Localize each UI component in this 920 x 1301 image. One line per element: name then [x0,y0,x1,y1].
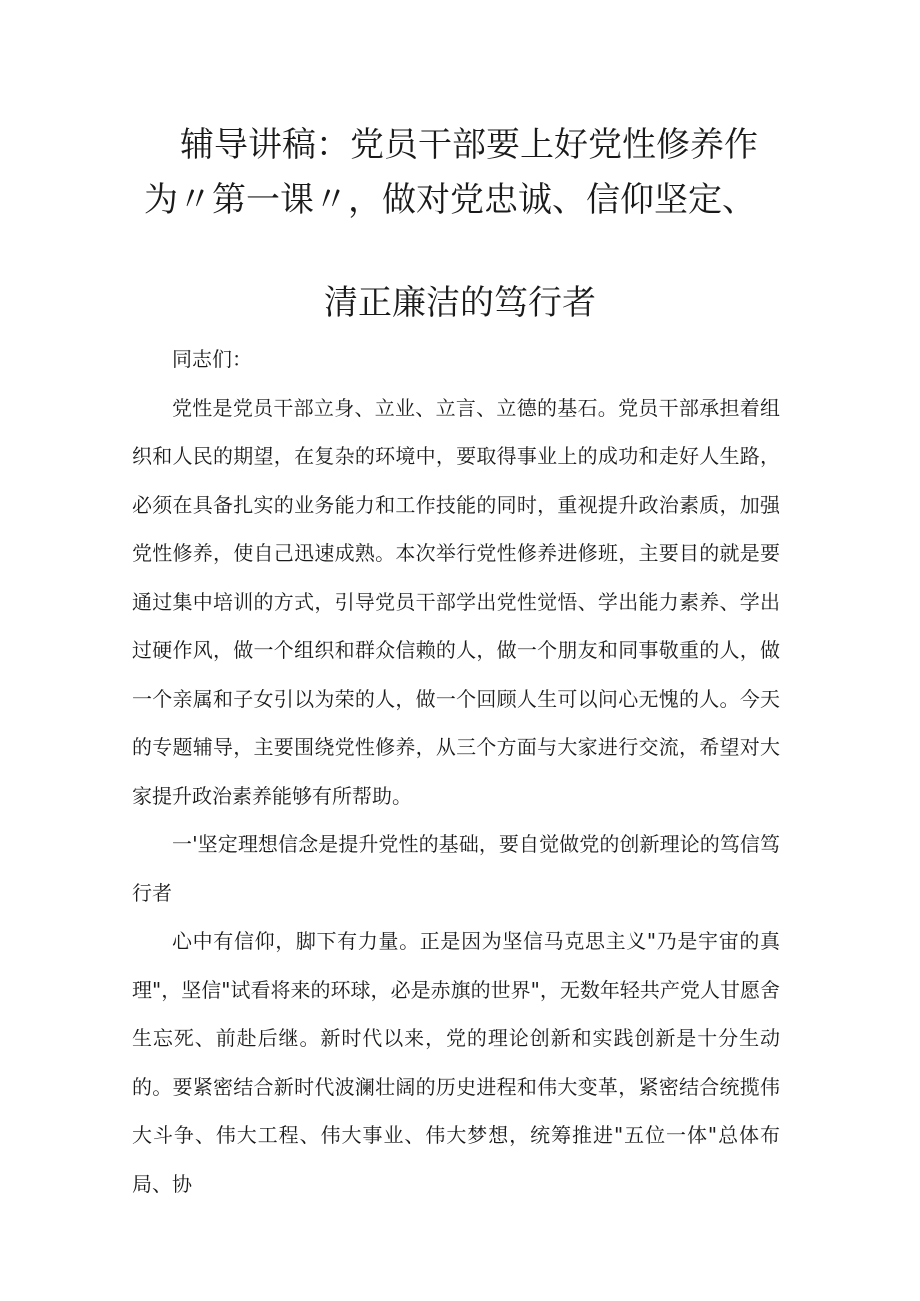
salutation: 同志们： [172,347,252,371]
document-title [132,118,788,331]
document-body [132,335,780,1208]
title-line-1: 辅导讲稿：党员干部要上好党性修养作 [180,125,758,165]
title-line-2: 为〃第一课〃，做对党忠诚、信仰坚定、 [144,180,756,220]
section-heading-1: 一'坚定理想信念是提升党性的基础，要自觉做党的创新理论的笃信笃行者 [132,832,780,905]
paragraph-section-1: 心中有信仰，脚下有力量。正是因为坚信马克思主义"乃是宇宙的真理"，坚信"试看将来的环球，必是赤旗的世界"，无数年轻共产党人甘愿舍生忘死、前赴后继。新时代以来，党的理论创新和实践创新是十分生动的。要紧密结合新时代波澜壮阔的历史进程和伟大变革，紧密结合统揽伟大斗争、伟大工程、伟大事业、伟大梦想，统筹推进"五位一体"总体布局、协 [132,929,780,1196]
title-line-3: 清正廉洁的笃行者 [324,283,596,323]
paragraph-intro: 党性是党员干部立身、立业、立言、立德的基石。党员干部承担着组织和人民的期望，在复杂的环境中，要取得事业上的成功和走好人生路，必须在具备扎实的业务能力和工作技能的同时，重视提升政治素质，加强党性修养，使自己迅速成熟。本次举行党性修养进修班，主要目的就是要通过集中培训的方式，引导党员干部学出党性觉悟、学出能力素养、学出过硬作风，做一个组织和群众信赖的人，做一个朋友和同事敬重的人，做一个亲属和子女引以为荣的人，做一个回顾人生可以问心无愧的人。今天的专题辅导，主要围绕党性修养，从三个方面与大家进行交流，希望对大家提升政治素养能够有所帮助。 [132,395,780,808]
